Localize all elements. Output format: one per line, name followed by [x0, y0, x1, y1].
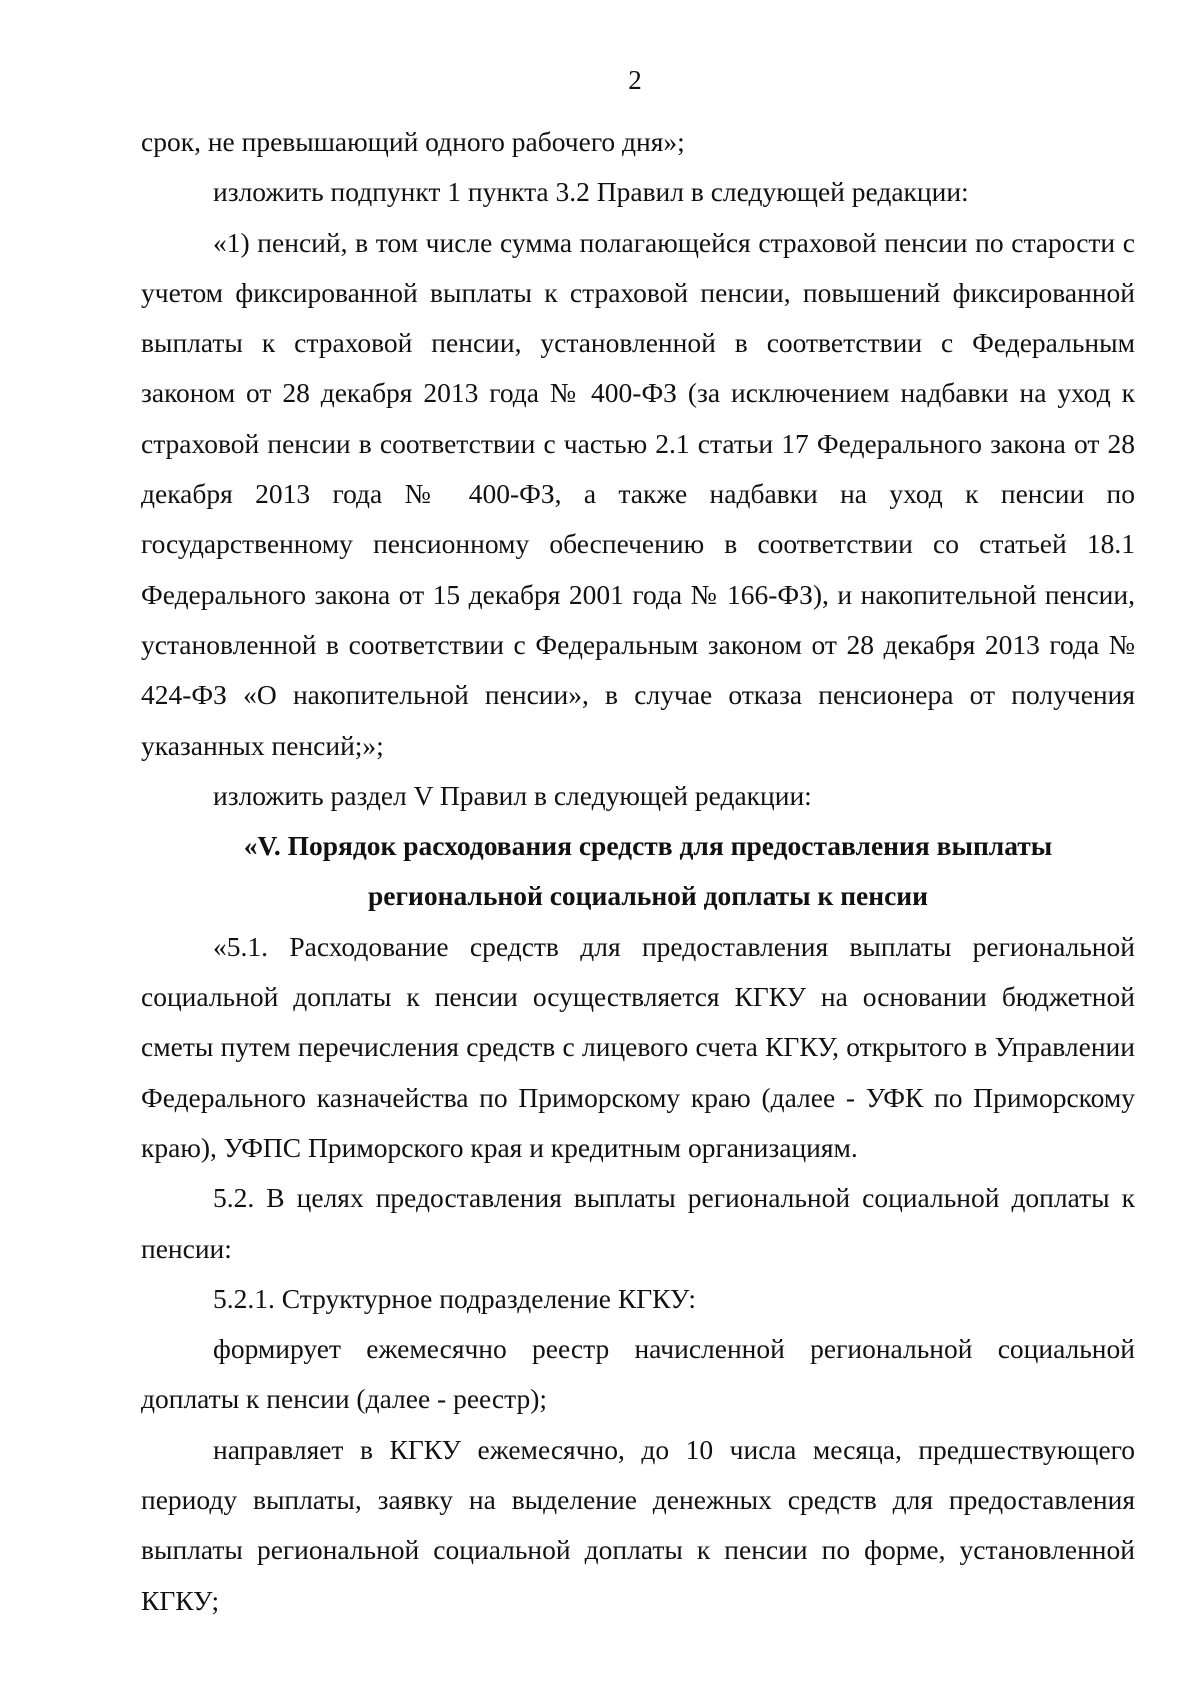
paragraph-5-2-1: 5.2.1. Структурное подразделение КГКУ:: [213, 1282, 696, 1314]
paragraph-5-2: 5.2. В целях предоставления выплаты региональной социальной доплаты к пенсии:: [141, 1182, 1135, 1264]
paragraph-continuation: срок, не превышающий одного рабочего дня»;: [141, 126, 685, 157]
paragraph-request: направляет в КГКУ ежемесячно, до 10 числа месяца, предшествующего периоду выплаты, заявку на выделение денежных средств для предоставления выплаты региональной социальной доплаты к пенсии по форме, установленной КГКУ;: [141, 1433, 1135, 1616]
paragraph-amend-subclause: изложить подпункт 1 пункта 3.2 Правил в следующей редакции:: [213, 176, 969, 208]
section-heading: «V. Порядок расходования средств для предоставления выплаты региональной социальной доплаты к пенсии: [243, 830, 1053, 912]
page-number: 2: [628, 65, 642, 95]
paragraph-amend-section: изложить раздел V Правил в следующей редакции:: [213, 779, 812, 811]
document-body: [141, 117, 1135, 1626]
paragraph-registry: формирует ежемесячно реестр начисленной региональной социальной доплаты к пенсии (далее - реестр);: [141, 1333, 1135, 1415]
paragraph-5-1: «5.1. Расходование средств для предоставления выплаты региональной социальной доплаты к пенсии осуществляется КГКУ на основании бюджетной сметы путем перечисления средств с лицевого счета КГКУ, открытого в Управлении Федерального казначейства по Приморскому краю (далее - УФК по Приморскому краю), УФПС Приморского края и кредитным организациям.: [141, 930, 1135, 1163]
paragraph-pensions-clause: «1) пенсий, в том числе сумма полагающейся страховой пенсии по старости с учетом фиксированной выплаты к страховой пенсии, повышений фиксированной выплаты к страховой пенсии, установленной в соответствии с Федеральным законом от 28 декабря 2013 года № 400-ФЗ (за исключением надбавки на уход к страховой пенсии в соответствии с частью 2.1 статьи 17 Федерального закона от 28 декабря 2013 года № 400-ФЗ, а также надбавки на уход к пенсии по государственному пенсионному обеспечению в соответствии со статьей 18.1 Федерального закона от 15 декабря 2001 года № 166-ФЗ), и накопительной пенсии, установленной в соответствии с Федеральным законом от 28 декабря 2013 года № 424-ФЗ «О накопительной пенсии», в случае отказа пенсионера от получения указанных пенсий;»;: [141, 226, 1135, 761]
